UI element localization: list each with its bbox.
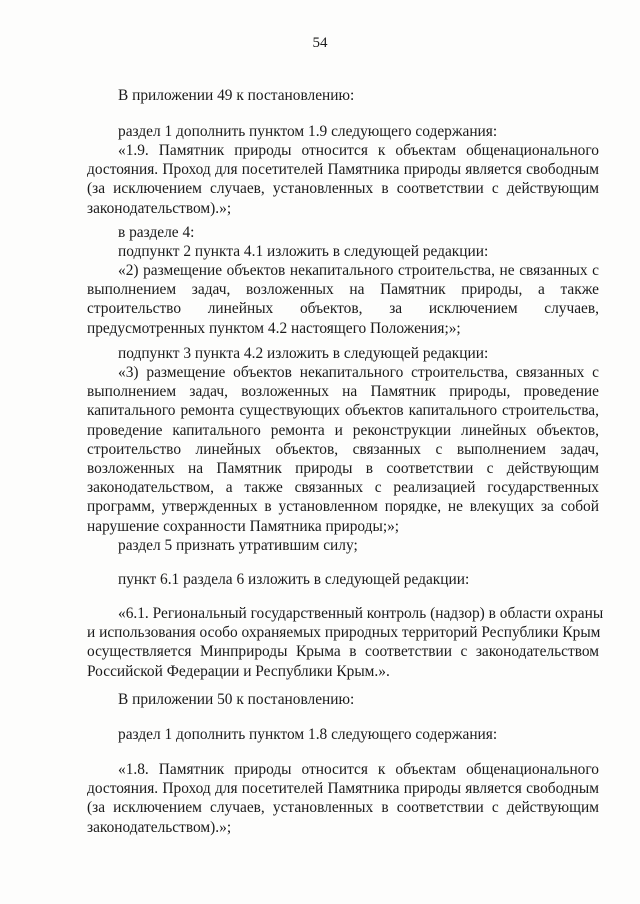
- text-line: достояния. Проход для посетителей Памятника природы является свободным: [87, 780, 599, 798]
- text-line: возложенных на Памятник природы в соответствии с действующим: [87, 459, 599, 477]
- text-line: В приложении 50 к постановлению:: [118, 691, 355, 708]
- text-line: законодательством).»;: [87, 199, 232, 217]
- text-line: подпункт 3 пункта 4.2 изложить в следующей редакции:: [118, 345, 489, 362]
- text-line: подпункт 2 пункта 4.1 изложить в следующей редакции:: [118, 243, 489, 260]
- text-line: (за исключением случаев, установленных в соответствии с действующим: [87, 799, 599, 817]
- text-line: законодательством).»;: [87, 818, 232, 836]
- text-line: «6.1. Региональный государственный контроль (надзор) в области охраны: [118, 605, 604, 622]
- para-1-8-text: [87, 760, 599, 837]
- para-6-1-edit: [87, 570, 599, 589]
- para-6-1-text: [87, 604, 604, 681]
- text-line: и использования особо охраняемых природных территорий Республики Крым: [87, 624, 601, 642]
- text-line: предусмотренных пунктом 4.2 настоящего Положения;»;: [87, 319, 461, 337]
- para-1-9-text: [87, 141, 599, 218]
- text-line: «1.9. Памятник природы относится к объектам общенационального: [118, 142, 599, 159]
- text-line: раздел 1 дополнить пунктом 1.8 следующего содержания:: [118, 726, 498, 743]
- para-3-text: [87, 363, 599, 536]
- text-line: «1.8. Памятник природы относится к объектам общенационального: [118, 761, 599, 778]
- text-line: раздел 1 дополнить пунктом 1.9 следующего содержания:: [118, 123, 498, 140]
- para-sub2-4-1: [87, 242, 599, 261]
- text-line: проведение капитального ремонта и реконструкции линейных объектов,: [87, 421, 599, 439]
- para-section4: [87, 223, 599, 242]
- text-line: программ, утвержденных в установленном порядке, не влекущих за собой: [87, 498, 599, 516]
- heading-appendix-50: [87, 690, 599, 709]
- text-line: строительство линейных объектов, связанных с выполнением задач,: [87, 440, 599, 458]
- para-sub3-4-2: [87, 344, 599, 363]
- text-line: выполнением задач, возложенных на Памятник природы, проведение: [87, 383, 599, 401]
- text-line: «2) размещение объектов некапитального строительства, не связанных с: [118, 262, 599, 279]
- text-line: достояния. Проход для посетителей Памятника природы является свободным: [87, 161, 599, 179]
- text-line: «3) размещение объектов некапитального строительства, связанных с: [118, 364, 599, 381]
- text-line: выполнением задач, возложенных на Памятник природы, а также: [87, 281, 599, 299]
- text-line: осуществляется Минприроды Крыма в соответствии с законодательством: [87, 643, 599, 661]
- text-line: строительство линейных объектов, за исключением случаев,: [87, 300, 599, 318]
- text-line: раздел 5 признать утратившим силу;: [118, 537, 358, 554]
- text-line: капитального ремонта существующих объектов капитального строительства,: [87, 402, 599, 420]
- text-line: Российской Федерации и Республики Крым.».: [87, 662, 390, 680]
- text-line: законодательством, а также связанных с реализацией государственных: [87, 479, 599, 497]
- text-line: нарушение сохранности Памятника природы;»;: [87, 517, 400, 535]
- page-number: 54: [312, 35, 328, 51]
- text-line: в разделе 4:: [118, 224, 195, 241]
- text-line: (за исключением случаев, установленных в соответствии с действующим: [87, 180, 599, 198]
- para-2-text: [87, 261, 599, 338]
- para-section1-add-1-9: [87, 122, 599, 141]
- text-line: В приложении 49 к постановлению:: [118, 87, 355, 104]
- heading-appendix-49: [87, 86, 599, 105]
- text-line: пункт 6.1 раздела 6 изложить в следующей редакции:: [118, 571, 470, 588]
- para-section5: [87, 536, 599, 555]
- para-section1-add-1-8: [87, 725, 599, 744]
